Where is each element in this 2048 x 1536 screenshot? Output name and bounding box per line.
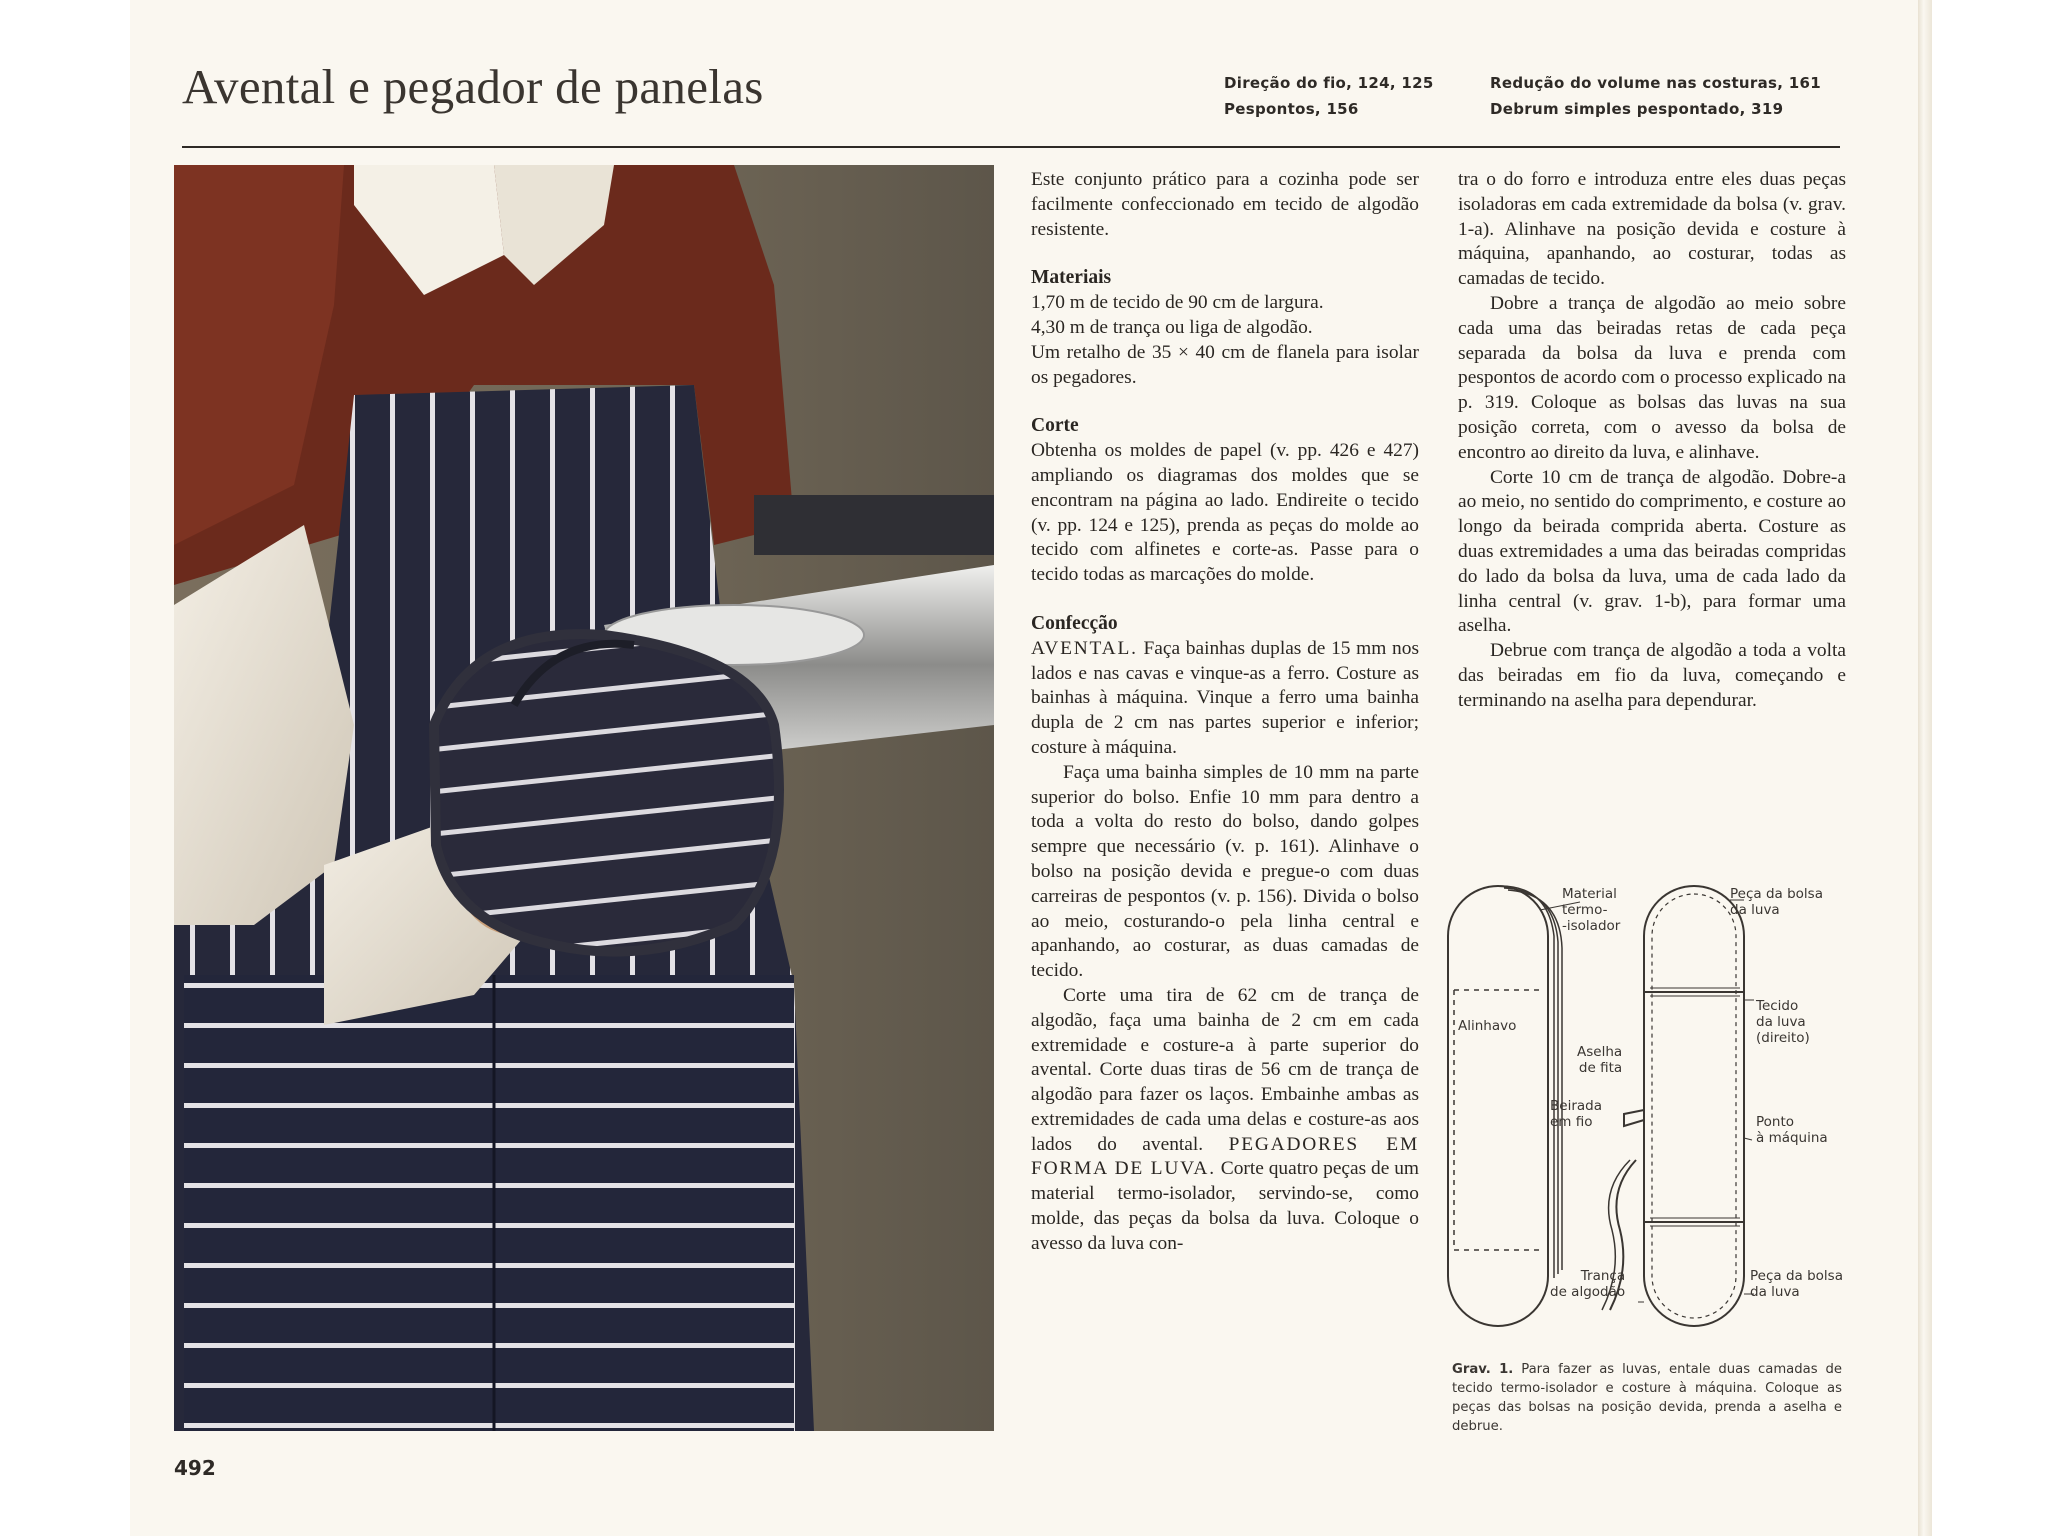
label-bias-edge: Beirada em fio bbox=[1550, 1098, 1602, 1130]
materials-item: Um retalho de 35 × 40 cm de flanela para isolar os pegadores. bbox=[1031, 341, 1419, 388]
cross-reference: Redução do volume nas costuras, 161 bbox=[1490, 74, 1821, 92]
mitts-label: PEGADORES EM FORMA DE LUVA. bbox=[1031, 1133, 1419, 1180]
page-number: 492 bbox=[174, 1456, 216, 1480]
materials-heading: Materiais bbox=[1031, 267, 1112, 289]
label-fabric: Tecido da luva (direito) bbox=[1756, 998, 1810, 1046]
cut-heading: Corte bbox=[1031, 415, 1079, 437]
materials-item: 1,70 m de tecido de 90 cm de largura. bbox=[1031, 292, 1324, 314]
cut-paragraph: Obtenha os moldes de papel (v. pp. 426 e 427) ampliando os diagramas dos moldes que se encontram na página ao lado. Endireite o tecido (v. pp. 124 e 125), prenda as peças do molde ao tecido com alfinetes e corte-as. Passe para o tecido todas as marcações do molde. bbox=[1031, 440, 1419, 586]
apron-label: AVENTAL. bbox=[1031, 637, 1138, 659]
label-machine-stitch: Ponto à máquina bbox=[1756, 1114, 1828, 1146]
page-edge bbox=[1918, 0, 1932, 1536]
intro-paragraph: Este conjunto prático para a cozinha pode ser facilmente confeccionado em tecido de algodão resistente. bbox=[1031, 169, 1419, 240]
label-loop: Aselha de fita bbox=[1577, 1044, 1623, 1076]
text-column-2 bbox=[1458, 168, 1846, 714]
label-basting: Alinhavo bbox=[1458, 1018, 1517, 1034]
label-pocket-top: Peça da bolsa da luva bbox=[1730, 886, 1823, 918]
pocket-paragraph: Faça uma bainha simples de 10 mm na parte superior do bolso. Enfie 10 mm para dentro a toda a volta do resto do bolso, dando golpes sempre que necessário (v. p. 161). Alinhave o bolso na posição devida e pregue-o com duas carreiras de pespontos (v. p. 156). Divida o bolso ao meio, costurando-o pela linha central e apanhando, ao costurar, as duas camadas de tecido. bbox=[1031, 761, 1419, 982]
cross-reference: Direção do fio, 124, 125 bbox=[1224, 74, 1434, 92]
apron-photo bbox=[174, 165, 994, 1431]
paragraph: Debrue com trança de algodão a toda a volta das beiradas em fio da luva, começando e terminando na aselha para dependurar. bbox=[1458, 640, 1846, 711]
label-pocket-bottom: Peça da bolsa da luva bbox=[1750, 1268, 1843, 1300]
text-column-1 bbox=[1031, 168, 1419, 1257]
label-insulation: Material termo- -isolador bbox=[1562, 886, 1621, 934]
cross-reference: Debrum simples pespontado, 319 bbox=[1490, 100, 1784, 118]
cross-references-right bbox=[1490, 70, 1821, 122]
caption-label: Grav. 1. bbox=[1452, 1362, 1514, 1377]
paragraph: Corte 10 cm de trança de algodão. Dobre-a ao meio, no sentido do comprimento, e costure ao longo da beirada comprida aberta. Costure as duas extremidades a uma das beiradas compridas do lado da bolsa da luva, uma de cada lado da linha central (v. grav. 1-b), para formar uma aselha. bbox=[1458, 466, 1846, 637]
paragraph: tra o do forro e introduza entre eles duas peças isoladoras em cada extremidade da bolsa (v. grav. 1-a). Alinhave na posição devida e costure à máquina, apanhando, ao costurar, todas as camadas de tecido. bbox=[1458, 169, 1846, 290]
paragraph: Dobre a trança de algodão ao meio sobre cada uma das beiradas retas de cada peça separada da bolsa da luva e prenda com pespontos de acordo com o processo explicado na p. 319. Coloque as bolsas das luvas na sua posição correta, com o avesso da bolsa de encontro ao direito da luva, e alinhave. bbox=[1458, 292, 1846, 463]
page-title: Avental e pegador de panelas bbox=[182, 59, 764, 114]
apron-paragraph: AVENTAL. Faça bainhas duplas de 15 mm nos lados e nas cavas e vinque-as a ferro. Costure as bainhas à máquina. Vinque a ferro uma bainha dupla de 2 cm nas partes superior e inferior; costure à máquina. bbox=[1031, 637, 1419, 758]
label-cotton-tape: Trança de algodão bbox=[1550, 1268, 1626, 1300]
header-rule bbox=[182, 146, 1840, 148]
figure-caption bbox=[1452, 1360, 1842, 1436]
oven-mitt-diagram bbox=[1440, 870, 1880, 1350]
make-heading: Confecção bbox=[1031, 612, 1118, 634]
caption-text: Para fazer as luvas, entale duas camadas de tecido termo-isolador e costure à máquina. Coloque as peças das bolsas na posição devida, prenda a aselha e debrue. bbox=[1452, 1362, 1842, 1434]
cross-references-left bbox=[1224, 70, 1434, 122]
ties-paragraph: Corte uma tira de 62 cm de trança de algodão, faça uma bainha de 2 cm em cada extremidade e costure-a à parte superior do avental. Corte duas tiras de 56 cm de trança de algodão para fazer os laços. Embainhe ambas as extremidades de cada uma delas e costure-as aos lados do avental. PEGADORES EM FORMA DE LUVA. Corte quatro peças de um material termo-isolador, servindo-se, como molde, das peças da bolsa da luva. Coloque o avesso da luva con- bbox=[1031, 984, 1419, 1254]
materials-item: 4,30 m de trança ou liga de algodão. bbox=[1031, 316, 1313, 338]
cross-reference: Pespontos, 156 bbox=[1224, 100, 1359, 118]
